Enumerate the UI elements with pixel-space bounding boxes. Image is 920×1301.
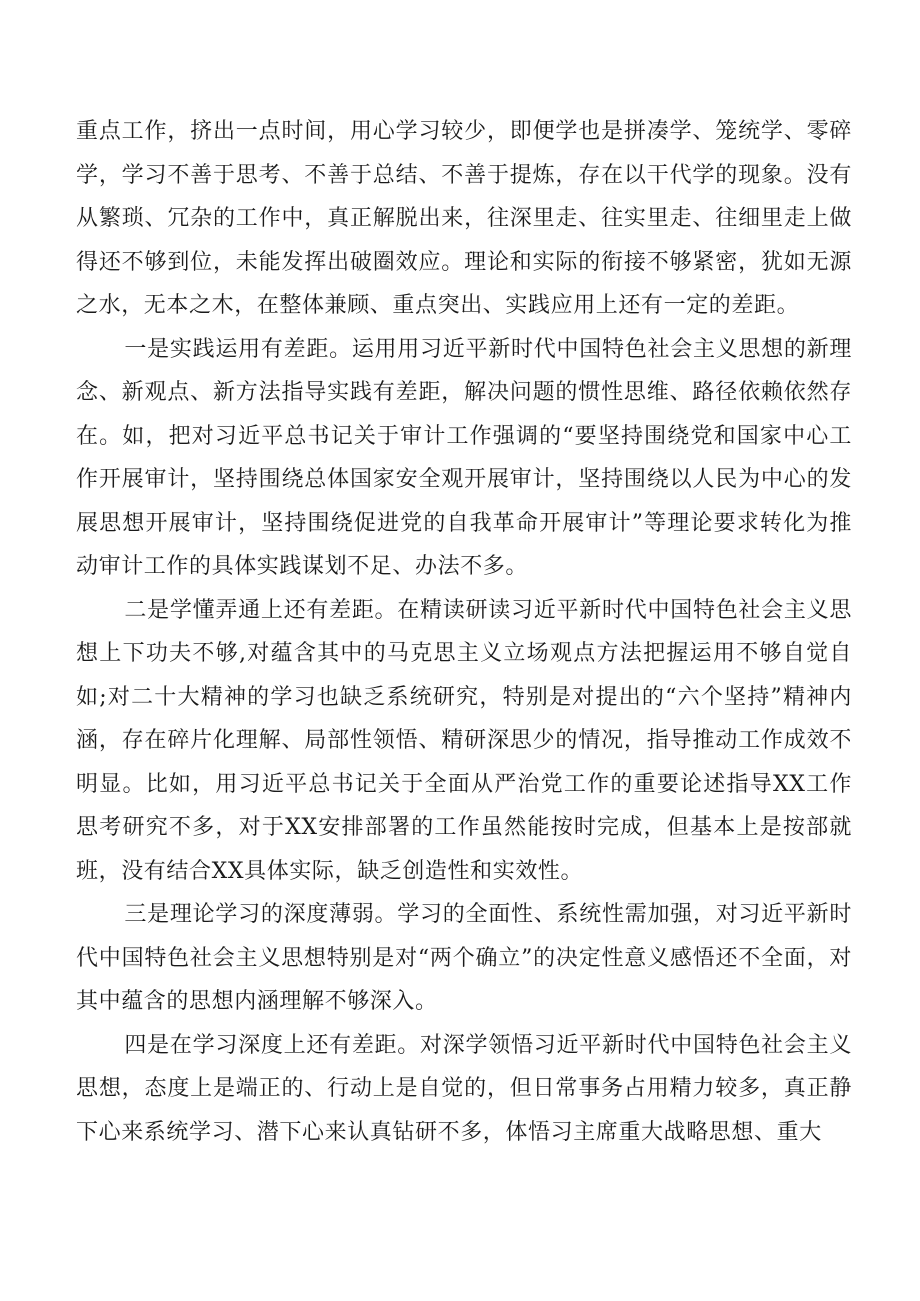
document-body — [76, 110, 852, 1154]
paragraph-point-one: 一是实践运用有差距。运用用习近平新时代中国特色社会主义思想的新理念、新观点、新方法指导实践有差距，解决问题的惯性思维、路径依赖依然存在。如，把对习近平总书记关于审计工作强调的“要坚持围绕党和国家中心工作开展审计，坚持围绕总体国家安全观开展审计，坚持围绕以人民为中心的发展思想开展审计，坚持围绕促进党的自我革命开展审计”等理论要求转化为推动审计工作的具体实践谋划不足、办法不多。 — [76, 336, 852, 579]
paragraph-point-two: 二是学懂弄通上还有差距。在精读研读习近平新时代中国特色社会主义思想上下功夫不够,对蕴含其中的马克思主义立场观点方法把握运用不够自觉自如;对二十大精神的学习也缺乏系统研究，特别是对提出的“六个坚持”精神内涵，存在碎片化理解、局部性领悟、精研深思少的情况，指导推动工作成效不明显。比如，用习近平总书记关于全面从严治党工作的重要论述指导XX工作思考研究不多，对于XX安排部署的工作虽然能按时完成，但基本上是按部就班，没有结合XX具体实际，缺乏创造性和实效性。 — [76, 597, 852, 884]
paragraph-continuation: 重点工作，挤出一点时间，用心学习较少，即便学也是拼凑学、笼统学、零碎学，学习不善于思考、不善于总结、不善于提炼，存在以干代学的现象。没有从繁琐、冗杂的工作中，真正解脱出来，往深里走、往实里走、往细里走上做得还不够到位，未能发挥出破圈效应。理论和实际的衔接不够紧密，犹如无源之水，无本之木，在整体兼顾、重点突出、实践应用上还有一定的差距。 — [76, 119, 852, 318]
paragraph-point-three: 三是理论学习的深度薄弱。学习的全面性、系统性需加强，对习近平新时代中国特色社会主义思想特别是对“两个确立”的决定性意义感悟还不全面，对其中蕴含的思想内涵理解不够深入。 — [76, 902, 852, 1014]
paragraph-point-four: 四是在学习深度上还有差距。对深学领悟习近平新时代中国特色社会主义思想，态度上是端正的、行动上是自觉的，但日常事务占用精力较多，真正静下心来系统学习、潜下心来认真钻研不多，体悟习主席重大战略思想、重大 — [76, 1032, 852, 1145]
